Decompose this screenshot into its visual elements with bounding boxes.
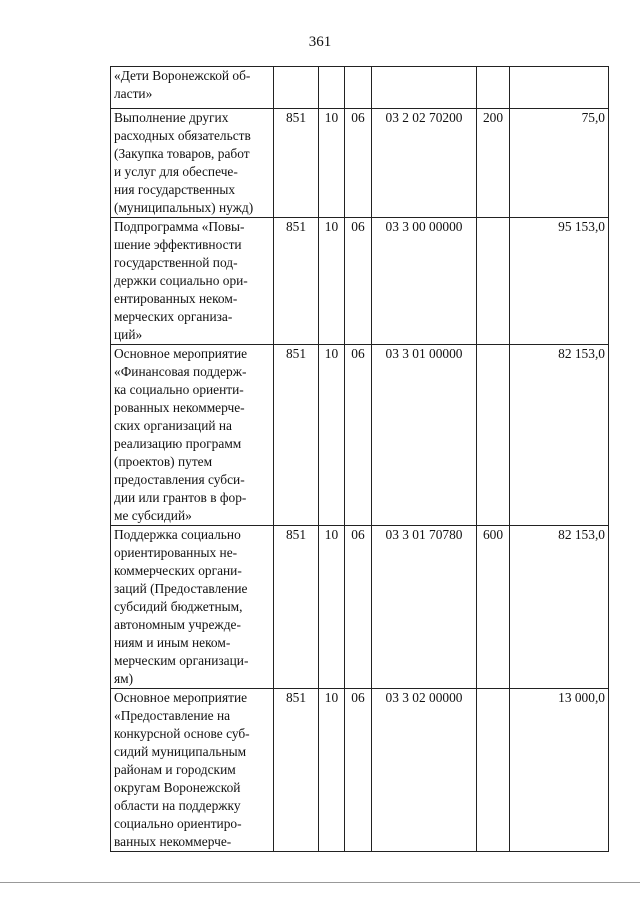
table-row <box>111 109 609 218</box>
subsection-code-cell: 06 <box>345 109 372 218</box>
section-code-cell: 10 <box>319 109 345 218</box>
ministry-code-cell <box>274 67 319 109</box>
budget-table <box>110 66 609 852</box>
program-name-cell: Основное мероприятие «Финансовая поддерж- ка социально ориенти- рованных некоммерче- ских организаций на реализацию программ (проектов) путем предоставления субси- дии или грантов в фор- ме субсидий» <box>111 345 274 526</box>
expense-type-cell <box>477 689 510 852</box>
subsection-code-cell <box>345 67 372 109</box>
subsection-code-cell: 06 <box>345 526 372 689</box>
subsection-code-cell: 06 <box>345 345 372 526</box>
page-number: 361 <box>308 34 332 50</box>
table-row <box>111 218 609 345</box>
program-name-cell: Подпрограмма «Повы- шение эффективности государственной под- держки социально ори- ентированных неком- мерческих организа- ций» <box>111 218 274 345</box>
expense-type-cell <box>477 218 510 345</box>
amount-cell <box>510 67 609 109</box>
amount-cell: 75,0 <box>510 109 609 218</box>
target-article-cell: 03 3 02 00000 <box>372 689 477 852</box>
amount-cell: 82 153,0 <box>510 345 609 526</box>
target-article-cell: 03 3 01 70780 <box>372 526 477 689</box>
table-row <box>111 345 609 526</box>
section-code-cell: 10 <box>319 689 345 852</box>
ministry-code-cell: 851 <box>274 109 319 218</box>
subsection-code-cell: 06 <box>345 689 372 852</box>
subsection-code-cell: 06 <box>345 218 372 345</box>
ministry-code-cell: 851 <box>274 345 319 526</box>
target-article-cell: 03 3 00 00000 <box>372 218 477 345</box>
target-article-cell <box>372 67 477 109</box>
section-code-cell <box>319 67 345 109</box>
section-code-cell: 10 <box>319 218 345 345</box>
ministry-code-cell: 851 <box>274 526 319 689</box>
expense-type-cell <box>477 67 510 109</box>
program-name-cell: Основное мероприятие «Предоставление на конкурсной основе суб- сидий муниципальным районам и городским округам Воронежской области на поддержку социально ориентиро- ванных некоммерче- <box>111 689 274 852</box>
expense-type-cell: 200 <box>477 109 510 218</box>
program-name-cell: «Дети Воронежской об- ласти» <box>111 67 274 109</box>
program-name-cell: Выполнение других расходных обязательств (Закупка товаров, работ и услуг для обеспече- ния государственных (муниципальных) нужд) <box>111 109 274 218</box>
target-article-cell: 03 2 02 70200 <box>372 109 477 218</box>
expense-type-cell: 600 <box>477 526 510 689</box>
amount-cell: 82 153,0 <box>510 526 609 689</box>
amount-cell: 95 153,0 <box>510 218 609 345</box>
section-code-cell: 10 <box>319 526 345 689</box>
table-row <box>111 526 609 689</box>
program-name-cell: Поддержка социально ориентированных не- коммерческих органи- заций (Предоставление субсидий бюджетным, автономным учрежде- ниям и иным неком- мерческим организаци- ям) <box>111 526 274 689</box>
table-row <box>111 689 609 852</box>
target-article-cell: 03 3 01 00000 <box>372 345 477 526</box>
amount-cell: 13 000,0 <box>510 689 609 852</box>
ministry-code-cell: 851 <box>274 689 319 852</box>
table-row <box>111 67 609 109</box>
section-code-cell: 10 <box>319 345 345 526</box>
expense-type-cell <box>477 345 510 526</box>
ministry-code-cell: 851 <box>274 218 319 345</box>
page-bottom-divider <box>0 882 640 883</box>
